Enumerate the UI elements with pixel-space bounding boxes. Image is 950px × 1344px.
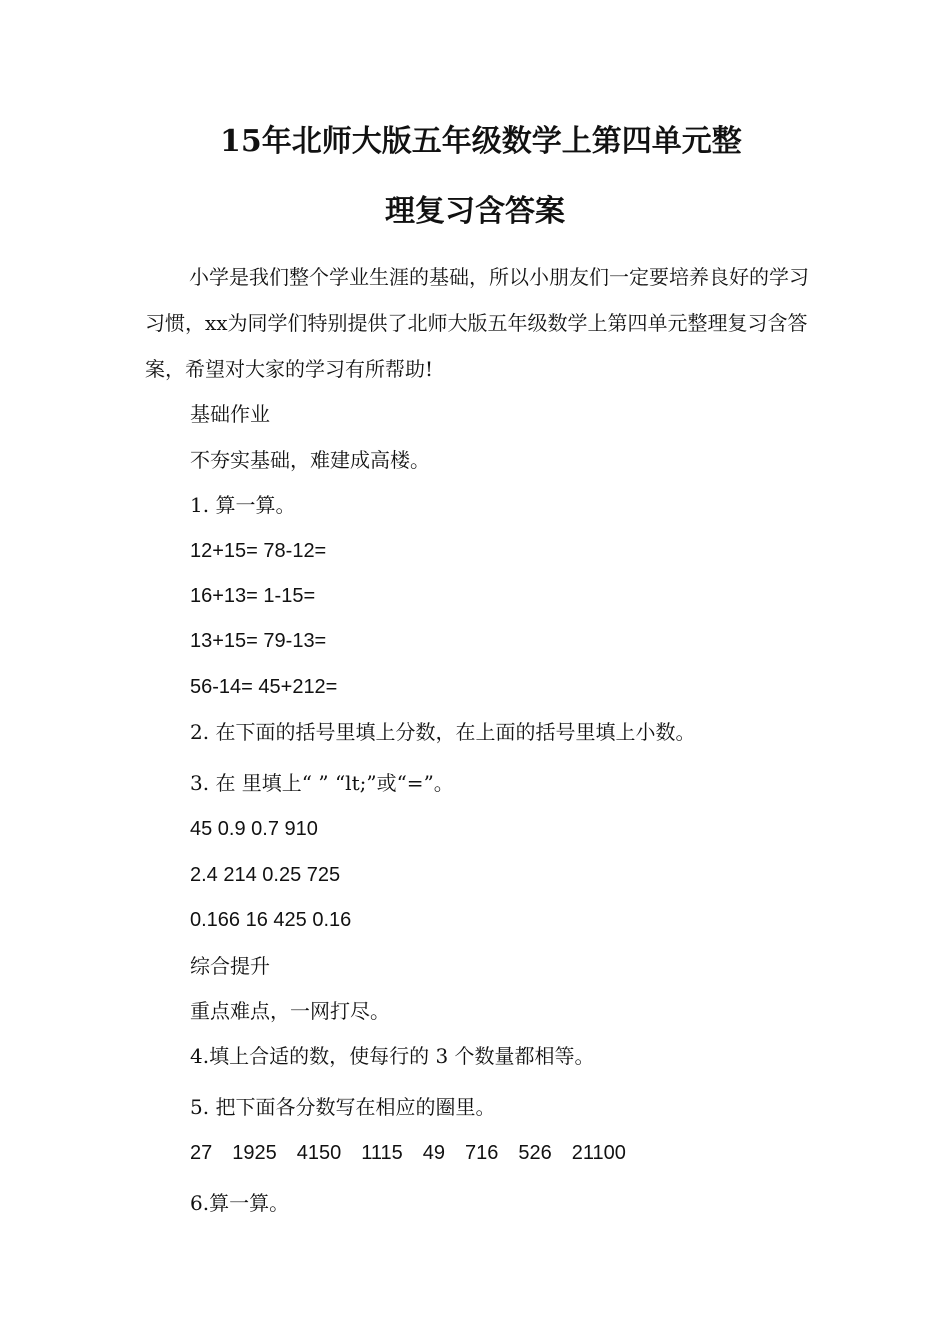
question-4: 4.填上合适的数，使每行的 3 个数量都相等。: [190, 1044, 595, 1068]
fraction-item: 21100: [571, 1142, 626, 1164]
compare-row: 0.166 16 425 0.16: [190, 909, 352, 931]
fraction-item: 27: [190, 1142, 213, 1164]
intro-text: 小学是我们整个学业生涯的基础，所以小朋友们一定要培养良好的学习习惯，xx为同学们特别提供了北师大版五年级数学上第四单元整理复习含答案，希望对大家的学习有所帮助!: [145, 265, 809, 381]
calc-row: 13+15= 79-13=: [190, 630, 327, 652]
fraction-item: 716: [465, 1142, 499, 1164]
motto-advanced: 重点难点，一网打尽。: [190, 999, 390, 1023]
question-2: 2. 在下面的括号里填上分数，在上面的括号里填上小数。: [190, 720, 696, 744]
calc-row: 56-14= 45+212=: [190, 676, 338, 698]
fraction-item: 1115: [361, 1142, 403, 1164]
section-heading-basic: 基础作业: [190, 402, 270, 426]
fraction-item: 526: [518, 1142, 552, 1164]
section-heading-advanced: 综合提升: [190, 954, 270, 978]
calc-row: 12+15= 78-12=: [190, 540, 327, 562]
compare-row: 2.4 214 0.25 725: [190, 864, 341, 886]
title-line-2: 理复习含答案: [385, 194, 565, 229]
question-3: 3. 在 里填上“ ” “lt;”或“=”。: [190, 771, 454, 795]
question-5: 5. 把下面各分数写在相应的圈里。: [190, 1095, 496, 1119]
fraction-item: 1925: [232, 1142, 277, 1164]
fraction-list: [190, 1139, 646, 1167]
intro-paragraph: [145, 254, 810, 392]
question-1: 1. 算一算。: [190, 493, 296, 517]
fraction-item: 49: [422, 1142, 446, 1164]
calc-row: 16+13= 1-15=: [190, 585, 316, 607]
title-line-1: 15年北师大版五年级数学上第四单元整: [220, 124, 742, 159]
fraction-item: 4150: [296, 1142, 342, 1164]
compare-row: 45 0.9 0.7 910: [190, 818, 318, 840]
motto-basic: 不夯实基础，难建成高楼。: [190, 448, 430, 472]
question-6: 6.算一算。: [190, 1191, 290, 1215]
